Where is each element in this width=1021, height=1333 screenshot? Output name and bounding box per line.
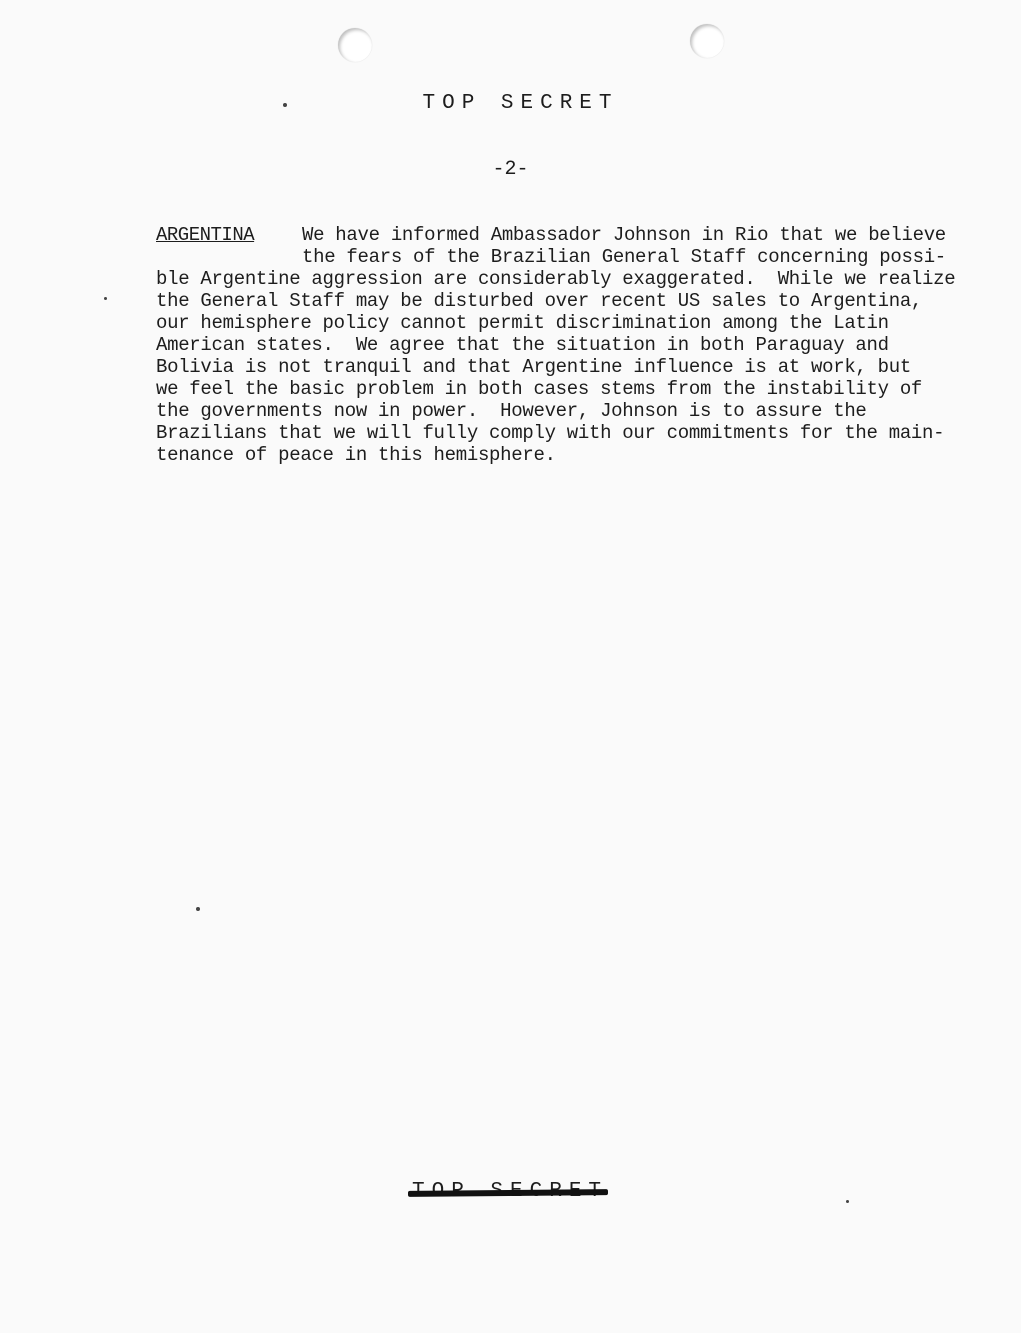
paragraph-line: American states. We agree that the situation in both Paraguay and — [156, 334, 889, 356]
paragraph-line: we feel the basic problem in both cases stems from the instability of — [156, 378, 923, 400]
paragraph-line: Brazilians that we will fully comply with our commitments for the main- — [156, 422, 945, 444]
paragraph-line: the General Staff may be disturbed over recent US sales to Argentina, — [156, 290, 923, 312]
paragraph-line: We have informed Ambassador Johnson in Rio that we believe — [302, 224, 946, 246]
punch-hole-right — [690, 24, 724, 58]
paragraph-line: ble Argentine aggression are considerably exaggerated. While we realize — [156, 268, 956, 290]
section-label-argentina: ARGENTINA — [156, 224, 255, 246]
paragraph-line: the fears of the Brazilian General Staff concerning possi- — [302, 246, 946, 268]
paragraph-line: our hemisphere policy cannot permit discrimination among the Latin — [156, 312, 889, 334]
paper-speck — [104, 297, 107, 300]
paper-speck — [196, 907, 200, 911]
paper-speck — [283, 103, 287, 107]
paragraph-line: the governments now in power. However, Johnson is to assure the — [156, 400, 867, 422]
classification-header: TOP SECRET — [422, 92, 619, 115]
paper-speck — [846, 1200, 849, 1203]
paragraph-line: Bolivia is not tranquil and that Argentine influence is at work, but — [156, 356, 911, 378]
punch-hole-left — [338, 28, 372, 62]
paragraph-line: tenance of peace in this hemisphere. — [156, 444, 556, 466]
page-number: -2- — [492, 158, 529, 181]
